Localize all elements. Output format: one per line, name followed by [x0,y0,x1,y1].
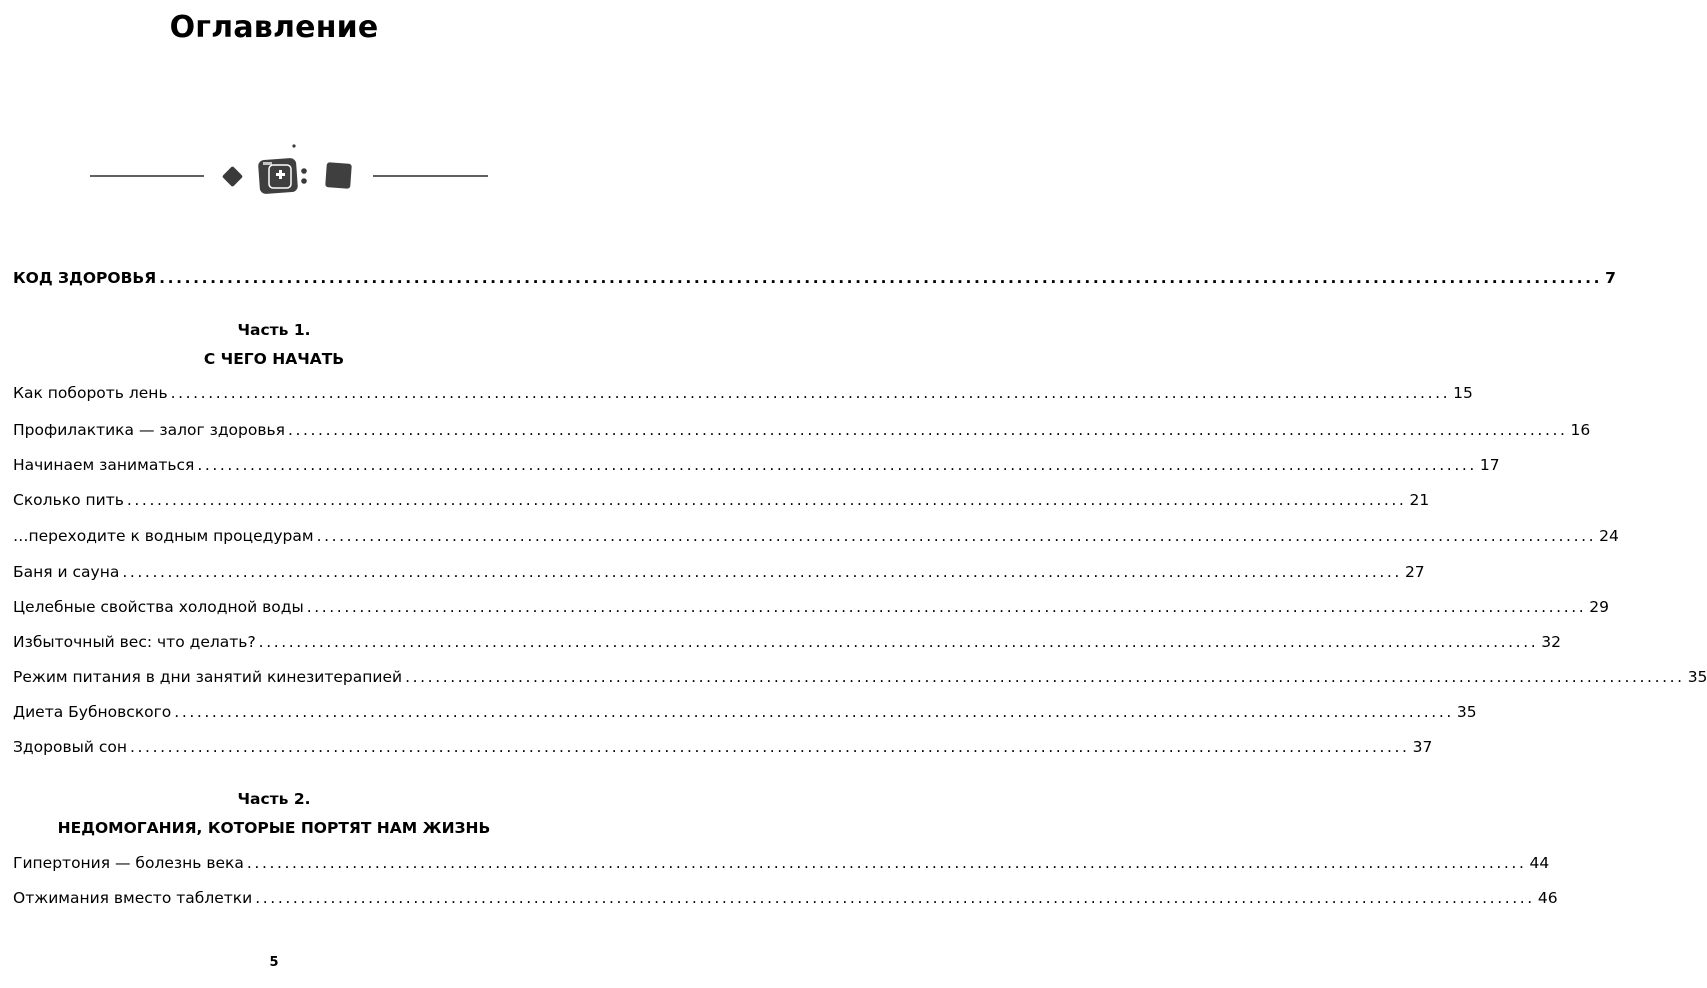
toc-entry-page: 21 [1409,491,1430,509]
toc-entry-page: 24 [1599,527,1619,545]
leader-dots: .......................................................................................................................................................................... [316,527,1597,545]
toc-entry-page: 44 [1529,854,1550,872]
toc-entry-page: 15 [1453,384,1473,402]
leader-dots: .......................................................................................................................................................................... [287,421,1568,439]
leader-dots: .......................................................................................................................................................................... [306,598,1587,616]
toc-entry-page: 32 [1541,633,1561,651]
page-number: 5 [269,955,279,970]
toc-entry-label: Начинаем заниматься [13,456,195,474]
toc-entry-page: 37 [1412,738,1433,756]
toc-entry[interactable] [13,420,1591,440]
toc-entry-page: 16 [1570,421,1591,439]
toc-entry-label: Гипертония — болезнь века [13,854,244,872]
leader-dots: .......................................................................................................................................................................... [129,738,1410,756]
toc-entry[interactable] [13,853,1550,873]
leader-dots: .......................................................................................................................................................................... [255,889,1535,907]
leader-dots: .......................................................................................................................................................................... [405,668,1685,686]
toc-entry[interactable] [13,455,1500,475]
leader-dots: .......................................................................................................................................................................... [159,269,1603,287]
page-title: Оглавление [169,10,379,45]
toc-entry[interactable] [13,383,1473,403]
toc-entry-label: КОД ЗДОРОВЬЯ [13,269,157,287]
toc-entry-page: 7 [1605,269,1616,287]
toc-entry-label: Сколько пить [13,491,124,509]
toc-entry-label: Отжимания вместо таблетки [13,889,253,907]
toc-entry-label: Режим питания в дни занятий кинезитерапией [13,668,403,686]
leader-dots: .......................................................................................................................................................................... [126,491,1407,509]
toc-entry-label: Целебные свойства холодной воды [13,598,304,616]
toc-entry[interactable] [13,526,1619,546]
part-2-title: НЕДОМОГАНИЯ, КОТОРЫЕ ПОРТЯТ НАМ ЖИЗНЬ [57,819,491,837]
toc-entry-label: Избыточный вес: что делать? [13,633,256,651]
leader-dots: .......................................................................................................................................................................... [174,703,1454,721]
toc-entry-label: Баня и сауна [13,563,120,581]
leader-dots: .......................................................................................................................................................................... [258,633,1539,651]
toc-entry[interactable] [13,667,1707,687]
toc-entry[interactable] [13,888,1558,908]
toc-entry-page: 46 [1537,889,1558,907]
toc-entry[interactable] [13,490,1430,510]
toc-entry[interactable] [13,632,1561,652]
ornament-diamond [222,166,243,187]
toc-entry[interactable] [13,737,1433,757]
part-2-number: Часть 2. [237,790,311,808]
toc-entry-page: 27 [1404,563,1425,581]
toc-entry-page: 35 [1687,668,1707,686]
leader-dots: .......................................................................................................................................................................... [197,456,1477,474]
toc-entry-label: …переходите к водным процедурам [13,527,314,545]
toc-entry-page: 35 [1456,703,1477,721]
part-1-number: Часть 1. [237,321,311,339]
toc-entry-label: Профилактика — залог здоровья [13,421,285,439]
toc-entry-page: 29 [1589,598,1610,616]
toc-entry-label: Здоровый сон [13,738,127,756]
toc-entry-label: Как побороть лень [13,384,168,402]
leader-dots: .......................................................................................................................................................................... [122,563,1402,581]
toc-entry-intro[interactable] [13,268,1616,288]
medical-ornament-icon [0,136,548,216]
toc-entry-page: 17 [1479,456,1500,474]
leader-dots: .......................................................................................................................................................................... [246,854,1527,872]
toc-entry-label: Диета Бубновского [13,703,172,721]
ornament-square [325,162,352,189]
toc-entry[interactable] [13,597,1610,617]
part-1-title: С ЧЕГО НАЧАТЬ [203,350,345,368]
toc-entry[interactable] [13,562,1425,582]
leader-dots: .......................................................................................................................................................................... [170,384,1451,402]
toc-entry[interactable] [13,702,1477,722]
